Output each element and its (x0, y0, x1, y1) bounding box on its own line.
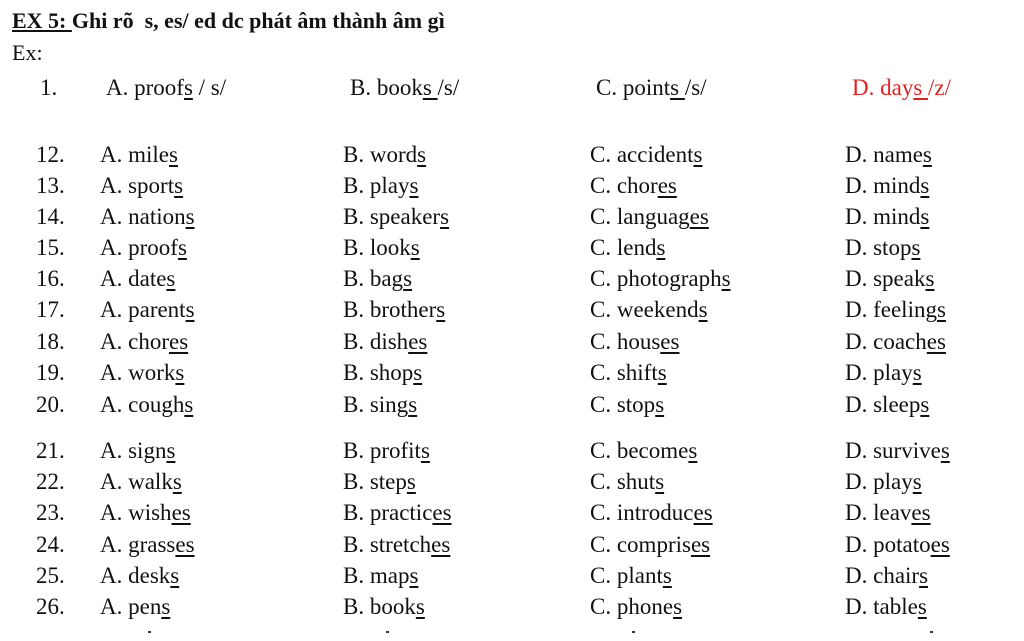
option-a: A. pens (100, 594, 171, 619)
question-row (0, 139, 1024, 170)
option-d: D. speaks (845, 266, 935, 291)
option-d: D. feelings (845, 297, 946, 322)
option-b: B. practices (343, 500, 452, 525)
question-row (0, 466, 1024, 497)
example-row (0, 72, 1024, 103)
example-option-b: B. books /s/ (350, 75, 460, 100)
option-c: C. introduces (590, 500, 713, 525)
option-c: C. plants (590, 563, 672, 588)
option-b: B. looks (343, 235, 420, 260)
exercise-label: EX 5: (12, 8, 72, 33)
question-row (0, 497, 1024, 528)
option-a: A. miles (100, 142, 178, 167)
option-a: A. coughs (100, 392, 194, 417)
option-d: D. chairs (845, 563, 929, 588)
option-b: B. bags (343, 266, 413, 291)
question-number: 20. (36, 392, 65, 417)
option-b: B. words (343, 142, 427, 167)
option-d: D. minds (845, 204, 930, 229)
option-a: A. proofs (100, 235, 187, 260)
option-a: A. parents (100, 297, 195, 322)
option-b: B. brothers (343, 297, 446, 322)
option-a: A. chores (100, 329, 189, 354)
option-b: B. plays (343, 173, 419, 198)
option-c: C. comprises (590, 532, 711, 557)
option-d: D. coaches (845, 329, 946, 354)
question-number: 21. (36, 438, 65, 463)
option-d: D. sleeps (845, 392, 930, 417)
option-b: B. shops (343, 360, 423, 385)
question-row (0, 170, 1024, 201)
option-d: D. leaves (845, 500, 931, 525)
question-row (0, 232, 1024, 263)
option-c: C. photographs (590, 266, 731, 291)
option-b: B. dishes (343, 329, 428, 354)
question-number: 14. (36, 204, 65, 229)
question-number: 25. (36, 563, 65, 588)
option-a: A. desks (100, 563, 180, 588)
question-number: 18. (36, 329, 65, 354)
option-b: B. maps (343, 563, 419, 588)
option-d: D. plays (845, 360, 922, 385)
question-row (0, 435, 1024, 466)
option-d: D. minds (845, 173, 930, 198)
option-c: C. phones (590, 594, 683, 619)
question-number: 24. (36, 532, 65, 557)
option-c: C. lends (590, 235, 666, 260)
option-c: C. shuts (590, 469, 665, 494)
exercise-instruction: Ghi rõ s, es/ ed dc phát âm thành âm gì (71, 8, 445, 33)
cut-off-next-row (0, 630, 1024, 641)
question-row (0, 294, 1024, 325)
option-c: C. weekends (590, 297, 708, 322)
question-number: 22. (36, 469, 65, 494)
option-d: D. names (845, 142, 932, 167)
option-b: B. speakers (343, 204, 450, 229)
question-number: 23. (36, 500, 65, 525)
option-a: A. works (100, 360, 185, 385)
option-d: D. tables (845, 594, 927, 619)
question-number: 15. (36, 235, 65, 260)
option-d: D. potatoes (845, 532, 950, 557)
option-c: C. shifts (590, 360, 667, 385)
option-c: C. accidents (590, 142, 703, 167)
option-d: D. stops (845, 235, 921, 260)
question-row (0, 591, 1024, 622)
example-option-c: C. points /s/ (596, 75, 707, 100)
question-row (0, 201, 1024, 232)
question-row (0, 326, 1024, 357)
option-b: B. steps (343, 469, 416, 494)
question-row (0, 529, 1024, 560)
option-a: A. grasses (100, 532, 195, 557)
question-number: 19. (36, 360, 65, 385)
option-c: C. houses (590, 329, 680, 354)
example-option-a: A. proofs / s/ (106, 75, 227, 100)
question-number: 12. (36, 142, 65, 167)
question-row (0, 560, 1024, 591)
exercise-title (12, 8, 445, 34)
option-a: A. walks (100, 469, 182, 494)
question-row (0, 389, 1024, 420)
option-c: C. languages (590, 204, 709, 229)
example-option-d-answer: D. days /z/ (852, 75, 952, 100)
option-b: B. sings (343, 392, 418, 417)
example-label: Ex: (12, 40, 43, 65)
option-c: C. chores (590, 173, 677, 198)
option-a: A. dates (100, 266, 176, 291)
option-d: D. plays (845, 469, 922, 494)
question-row (0, 357, 1024, 388)
option-a: A. sports (100, 173, 184, 198)
option-b: B. stretches (343, 532, 451, 557)
question-row (0, 263, 1024, 294)
example-number: 1. (40, 75, 58, 100)
question-number: 16. (36, 266, 65, 291)
question-number: 26. (36, 594, 65, 619)
question-number: 17. (36, 297, 65, 322)
option-a: A. wishes (100, 500, 191, 525)
option-c: C. becomes (590, 438, 698, 463)
option-b: B. profits (343, 438, 430, 463)
option-a: A. signs (100, 438, 176, 463)
option-a: A. nations (100, 204, 195, 229)
question-number: 13. (36, 173, 65, 198)
option-b: B. books (343, 594, 425, 619)
option-d: D. survives (845, 438, 950, 463)
option-c: C. stops (590, 392, 665, 417)
